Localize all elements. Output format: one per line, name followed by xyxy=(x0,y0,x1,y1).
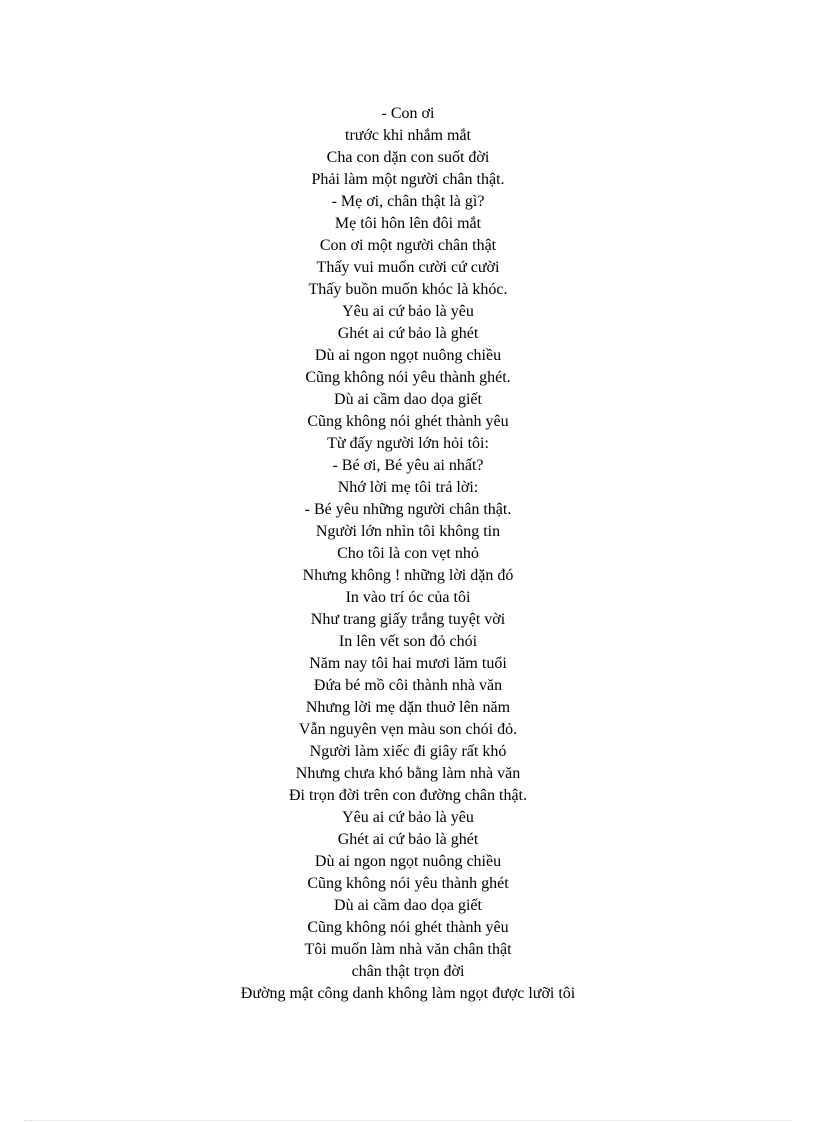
poem-line: Thấy vui muốn cười cứ cười xyxy=(316,259,500,276)
poem-line: Dù ai cầm dao dọa giết xyxy=(334,391,482,408)
poem-line: Dù ai cầm dao dọa giết xyxy=(334,897,482,914)
poem-body xyxy=(0,103,816,1005)
poem-line: - Mẹ ơi, chân thật là gì? xyxy=(331,193,485,210)
poem-line: Cho tôi là con vẹt nhỏ xyxy=(337,545,479,562)
poem-line: Đứa bé mồ côi thành nhà văn xyxy=(313,677,503,694)
poem-line: Tôi muốn làm nhà văn chân thật xyxy=(304,941,512,958)
poem-line: trước khi nhắm mắt xyxy=(345,127,471,144)
poem-line: Từ đấy người lớn hỏi tôi: xyxy=(327,435,489,452)
poem-line: Nhưng không ! những lời dặn đó xyxy=(302,567,514,584)
poem-line: Yêu ai cứ bảo là yêu xyxy=(342,303,474,320)
page-bottom-divider xyxy=(24,1120,792,1121)
poem-line: Nhưng chưa khó bằng làm nhà văn xyxy=(295,765,521,782)
poem-line: Người làm xiếc đi giây rất khó xyxy=(309,743,507,760)
poem-line: Con ơi một người chân thật xyxy=(319,237,497,254)
poem-line: Cũng không nói ghét thành yêu xyxy=(307,413,509,430)
poem-line: Nhớ lời mẹ tôi trả lời: xyxy=(337,479,479,496)
poem-line: In lên vết son đỏ chói xyxy=(338,633,478,650)
poem-line: Dù ai ngon ngọt nuông chiều xyxy=(314,347,502,364)
poem-line: Cha con dặn con suốt đời xyxy=(326,149,490,166)
poem-line: Người lớn nhìn tôi không tin xyxy=(315,523,501,540)
poem-line: - Bé yêu những người chân thật. xyxy=(304,501,512,518)
poem-line: Dù ai ngon ngọt nuông chiều xyxy=(314,853,502,870)
poem-line: Năm nay tôi hai mươi lăm tuổi xyxy=(309,655,507,672)
poem-line: Mẹ tôi hôn lên đôi mắt xyxy=(334,215,482,232)
poem-line: Đường mật công danh không làm ngọt được lưỡi tôi xyxy=(240,985,576,1002)
poem-line: Ghét ai cứ bảo là ghét xyxy=(337,831,479,848)
poem-line: In vào trí óc của tôi xyxy=(345,589,471,606)
poem-line: Đi trọn đời trên con đường chân thật. xyxy=(289,787,527,804)
poem-line: chân thật trọn đời xyxy=(351,963,465,980)
poem-line: Vẫn nguyên vẹn màu son chói đỏ. xyxy=(298,721,518,738)
poem-line: - Bé ơi, Bé yêu ai nhất? xyxy=(332,457,484,474)
poem-line: Cũng không nói yêu thành ghét xyxy=(307,875,509,892)
poem-line: Nhưng lời mẹ dặn thuở lên năm xyxy=(305,699,511,716)
poem-line: Cũng không nói yêu thành ghét. xyxy=(305,369,511,386)
poem-line: Thấy buồn muốn khóc là khóc. xyxy=(308,281,508,298)
poem-line: Yêu ai cứ bảo là yêu xyxy=(342,809,474,826)
poem-line: Như trang giấy trắng tuyệt vời xyxy=(310,611,506,628)
poem-line: Ghét ai cứ bảo là ghét xyxy=(337,325,479,342)
poem-line: Cũng không nói ghét thành yêu xyxy=(307,919,509,936)
poem-line: Phải làm một người chân thật. xyxy=(311,171,505,188)
poem-line: - Con ơi xyxy=(381,105,435,122)
